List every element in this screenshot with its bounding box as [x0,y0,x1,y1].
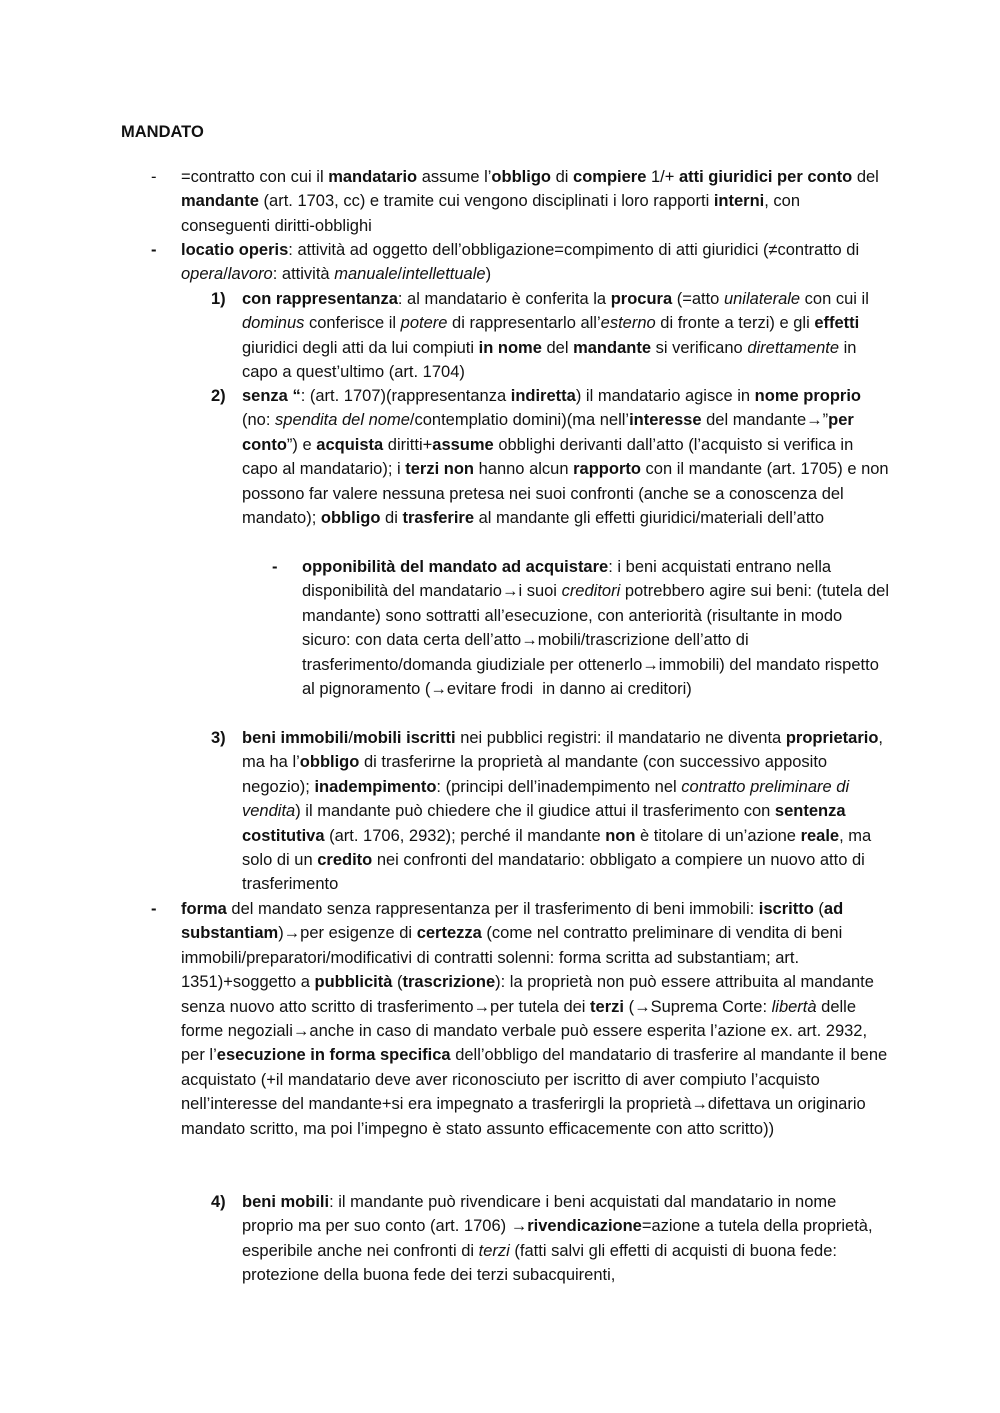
numbered-item [181,726,891,897]
list-item [121,238,891,287]
list-item [121,897,891,1141]
list-item-text: beni mobili: il mandante può rivendicare i beni acquistati dal mandatario in nome proprio ma per suo conto (art. 1706) →rivendicazione=azione a tutela della proprietà, esperibile anche nei confronti di terzi (fatti salvi gli effetti di acquisti di buona fede: protezione della buona fede dei terzi subacquirenti, [242,1193,873,1285]
list-number: 4) [211,1193,226,1211]
list-item-text: forma del mandato senza rappresentanza per il trasferimento di beni immobili: iscritto (ad substantiam)→per esigenze di certezza (come nel contratto preliminare di vendita di beni immobili/preparatori/modificativi di contratti solenni: forma scritta ad substantiam; art. 1351)+soggetto a pubblicità (trascrizione): la proprietà non può essere attribuita al mandante senza nuovo atto scritto di trasferimento→per tutela dei terzi (→Suprema Corte: libertà delle forme negoziali→anche in caso di mandato verbale può essere esperita l’azione ex. art. 2932, per l’esecuzione in forma specifica dell’obbligo del mandatario di trasferire al mandante il bene acquistato (+il mandatario deve aver riconosciuto per iscritto di aver compiuto l’acquisto nell’interesse del mandante+si era impegnato a trasferirgli la proprietà→difettava un originario mandato scritto, ma poi l’impegno è stato assunto efficacemente con atto scritto)) [181,900,888,1138]
numbered-item [181,384,891,530]
list-item [121,165,891,238]
document-title: MANDATO [121,123,204,141]
numbered-item [181,287,891,385]
list-bullet: - [151,168,157,186]
list-item-text: =contratto con cui il mandatario assume l’obbligo di compiere 1/+ atti giuridici per conto del mandante (art. 1703, cc) e tramite cui vengono disciplinati i loro rapporti interni, con conseguenti diritti-obblighi [181,168,879,235]
list-item-text: locatio operis: attività ad oggetto dell’obbligazione=compimento di atti giuridici (≠contratto di opera/lavoro: attività manuale/intellettuale) [181,241,860,284]
list-number: 3) [211,729,226,747]
numbered-item [181,1190,891,1288]
list-item-text: senza “: (art. 1707)(rappresentanza indiretta) il mandatario agisce in nome proprio (no: spendita del nome/contemplatio domini)(ma nell’interesse del mandante→”per conto”) e acquista diritti+assume obblighi derivanti dall’atto (l’acquisto si verifica in capo al mandatario); i terzi non hanno alcun rapporto con il mandante (art. 1705) e non possono far valere nessuna pretesa nei suoi confronti (anche se a conoscenza del mandato); obbligo di trasferire al mandante gli effetti giuridici/materiali dell’atto [242,387,889,528]
list-item-text: opponibilità del mandato ad acquistare: i beni acquistati entrano nella disponibilità del mandatario→i suoi creditori potrebbero agire sui beni: (tutela del mandante) sono sottratti all’esecuzione, con anteriorità (risultante in modo sicuro: con data certa dell’atto→mobili/trascrizione dell’atto di trasferimento/domanda giudiziale per ottenerlo→immobili) del mandato rispetto al pignoramento (→evitare frodi in danno ai creditori) [302,558,890,699]
list-number: 2) [211,387,226,405]
list-bullet: - [151,900,157,918]
list-item-text: beni immobili/mobili iscritti nei pubblici registri: il mandatario ne diventa proprietario, ma ha l’obbligo di trasferirne la proprietà al mandante (con successivo apposito negozio); inadempimento: (principi dell’inadempimento nel contratto preliminare di vendita) il mandante può chiedere che il giudice attui il trasferimento con sentenza costitutiva (art. 1706, 2932); perché il mandante non è titolare di un’azione reale, ma solo di un credito nei confronti del mandatario: obbligato a compiere un nuovo atto di trasferimento [242,729,884,894]
list-item [242,555,891,701]
list-bullet: - [151,241,157,259]
list-item-text: con rappresentanza: al mandatario è conferita la procura (=atto unilaterale con cui il dominus conferisce il potere di rappresentarlo all’esterno di fronte a terzi) e gli effetti giuridici degli atti da lui compiuti in nome del mandante si verificano direttamente in capo a quest’ultimo (art. 1704) [242,290,869,382]
list-bullet: - [272,558,278,576]
list-number: 1) [211,290,226,308]
